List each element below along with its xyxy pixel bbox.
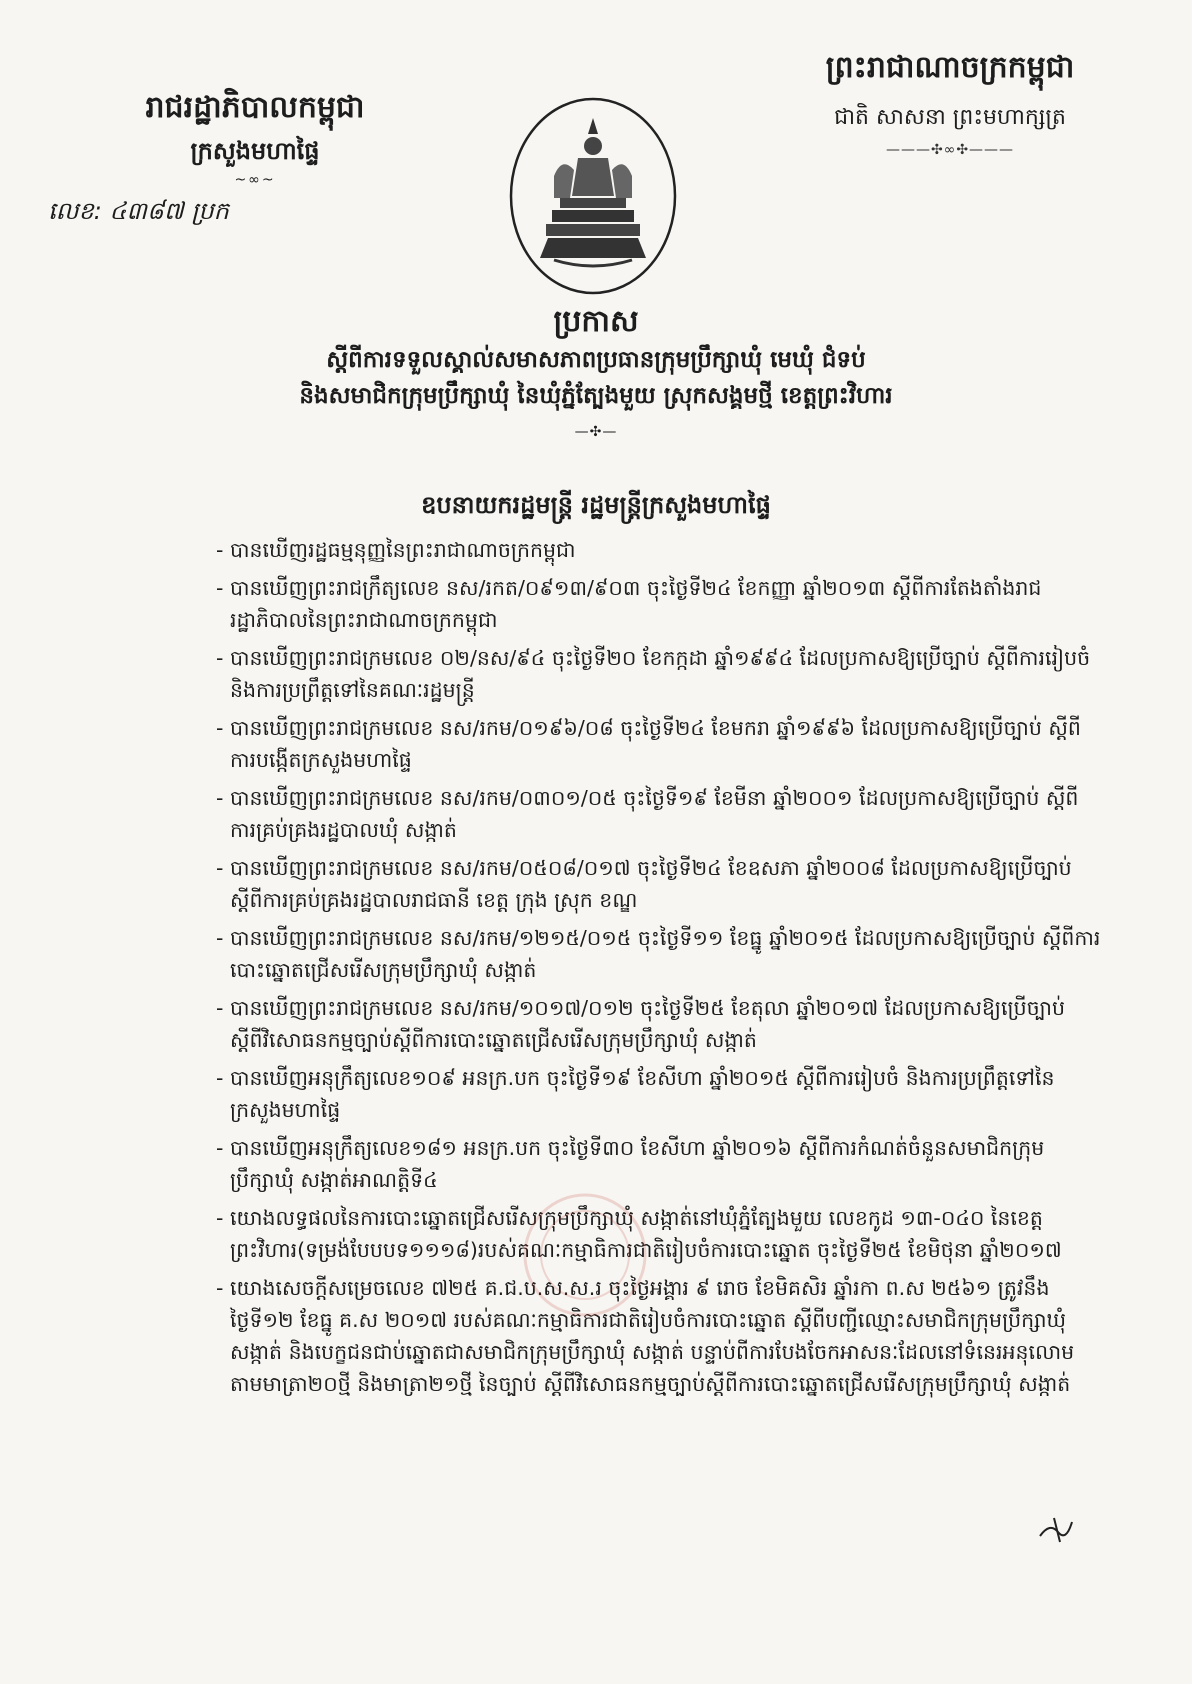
list-item: - បានឃើញព្រះរាជក្រមលេខ នស/រកម/០៥០៨/០១៧ ចុះថ្ងៃទី២៤ ខែឧសភា ឆ្នាំ២០០៨ ដែលប្រកាសឱ្យប្រើច្បាប់ ស្តីពីការគ្រប់គ្រងរដ្ឋបាលរាជធានី ខេត្ត ក្រុង ស្រុក ខណ្ឌ bbox=[216, 856, 1072, 912]
item-text: បានឃើញព្រះរាជក្រមលេខ នស/រកម/០១៩៦/០៨ ចុះថ្ងៃទី២៤ ខែមករា ឆ្នាំ១៩៩៦ ដែលប្រកាសឱ្យប្រើច្បាប់ ស្តីពីការបង្កើតក្រសួងមហាផ្ទៃ bbox=[230, 716, 1081, 772]
list-item: - បានឃើញព្រះរាជក្រមលេខ ០២/នស/៩៤ ចុះថ្ងៃទី២០ ខែកក្កដា ឆ្នាំ១៩៩៤ ដែលប្រកាសឱ្យប្រើច្បាប់ ស្តីពីការរៀបចំ និងការប្រព្រឹត្តទៅនៃគណៈរដ្ឋមន្ត្រី bbox=[216, 646, 1091, 702]
title-block bbox=[90, 302, 1102, 440]
item-text: បានឃើញព្រះរាជក្រមលេខ នស/រកម/១២១៥/០១៥ ចុះថ្ងៃទី១១ ខែធ្នូ ឆ្នាំ២០១៥ ដែលប្រកាសឱ្យប្រើច្បាប់ ស្តីពីការបោះឆ្នោតជ្រើសរើសក្រុមប្រឹក្សាឃុំ សង្កាត់ bbox=[230, 926, 1101, 982]
ornament-divider: ~∞~ bbox=[234, 172, 276, 188]
list-item: - បានឃើញព្រះរាជក្រមលេខ នស/រកម/០១៩៦/០៨ ចុះថ្ងៃទី២៤ ខែមករា ឆ្នាំ១៩៩៦ ដែលប្រកាសឱ្យប្រើច្បាប់ ស្តីពីការបង្កើតក្រសួងមហាផ្ទៃ bbox=[216, 716, 1081, 772]
reference-number: លេខ: ៤៣៨៧ ប្រក bbox=[48, 197, 229, 225]
list-item: - បានឃើញព្រះរាជក្រមលេខ នស/រកម/០៣០១/០៥ ចុះថ្ងៃទី១៩ ខែមីនា ឆ្នាំ២០០១ ដែលប្រកាសឱ្យប្រើច្បាប់ ស្តីពីការគ្រប់គ្រងរដ្ឋបាលឃុំ សង្កាត់ bbox=[216, 786, 1079, 842]
list-item: - យោងលទ្ធផលនៃការបោះឆ្នោតជ្រើសរើសក្រុមប្រឹក្សាឃុំ សង្កាត់នៅឃុំភ្នំត្បែងមួយ លេខកូដ ១៣-០៤០ នៃខេត្តព្រះវិហារ(ទម្រង់បែបបទ១១១៨)របស់គណៈកម្មាធិការជាតិរៀបចំការបោះឆ្នោត ចុះថ្ងៃទី២៥ ខែមិថុនា ឆ្នាំ២០១៧ bbox=[216, 1206, 1062, 1262]
ministry-name: ក្រសួងមហាផ្ទៃ bbox=[190, 137, 320, 165]
subject-line-1: ស្តីពីការទទួលស្គាល់សមាសភាពប្រធានក្រុមប្រឹក្សាឃុំ មេឃុំ ជំទប់ bbox=[326, 347, 866, 373]
item-text: បានឃើញព្រះរាជក្រឹត្យលេខ នស/រកត/០៩១៣/៩០៣ ចុះថ្ងៃទី២៤ ខែកញ្ញា ឆ្នាំ២០១៣ ស្តីពីការតែងតាំងរាជរដ្ឋាភិបាលនៃព្រះរាជាណាចក្រកម្ពុជា bbox=[230, 576, 1042, 632]
item-text: បានឃើញរដ្ឋធម្មនុញ្ញនៃព្រះរាជាណាចក្រកម្ពុជា bbox=[230, 538, 576, 562]
item-text: បានឃើញព្រះរាជក្រមលេខ ០២/នស/៩៤ ចុះថ្ងៃទី២០ ខែកក្កដា ឆ្នាំ១៩៩៤ ដែលប្រកាសឱ្យប្រើច្បាប់ ស្តីពីការរៀបចំ និងការប្រព្រឹត្តទៅនៃគណៈរដ្ឋមន្ត្រី bbox=[230, 646, 1091, 702]
issuer-block bbox=[90, 88, 420, 188]
subject-line-2: និងសមាជិកក្រុមប្រឹក្សាឃុំ នៃឃុំភ្នំត្បែងមួយ ស្រុកសង្គមថ្មី ខេត្តព្រះវិហារ bbox=[299, 383, 893, 409]
item-text: បានឃើញព្រះរាជក្រមលេខ នស/រកម/០៥០៨/០១៧ ចុះថ្ងៃទី២៤ ខែឧសភា ឆ្នាំ២០០៨ ដែលប្រកាសឱ្យប្រើច្បាប់ ស្តីពីការគ្រប់គ្រងរដ្ឋបាលរាជធានី ខេត្ត ក្រុង ស្រុក ខណ្ឌ bbox=[230, 856, 1072, 912]
motto-divider: ———✣∞✣——— bbox=[885, 142, 1015, 158]
item-text: បានឃើញអនុក្រឹត្យលេខ១០៩ អនក្រ.បក ចុះថ្ងៃទី១៩ ខែសីហា ឆ្នាំ២០១៥ ស្តីពីការរៀបចំ និងការប្រព្រឹត្តទៅនៃក្រសួងមហាផ្ទៃ bbox=[230, 1066, 1055, 1122]
item-text: បានឃើញព្រះរាជក្រមលេខ នស/រកម/០៣០១/០៥ ចុះថ្ងៃទី១៩ ខែមីនា ឆ្នាំ២០០១ ដែលប្រកាសឱ្យប្រើច្បាប់ ស្តីពីការគ្រប់គ្រងរដ្ឋបាលឃុំ សង្កាត់ bbox=[230, 786, 1079, 842]
legal-basis-list bbox=[216, 534, 1102, 1406]
list-item: - បានឃើញព្រះរាជក្រមលេខ នស/រកម/១០១៧/០១២ ចុះថ្ងៃទី២៥ ខែតុលា ឆ្នាំ២០១៧ ដែលប្រកាសឱ្យប្រើច្បាប់ ស្តីពីវិសោធនកម្មច្បាប់ស្តីពីការបោះឆ្នោតជ្រើសរើសក្រុមប្រឹក្សាឃុំ សង្កាត់ bbox=[216, 996, 1065, 1052]
item-text: បានឃើញព្រះរាជក្រមលេខ នស/រកម/១០១៧/០១២ ចុះថ្ងៃទី២៥ ខែតុលា ឆ្នាំ២០១៧ ដែលប្រកាសឱ្យប្រើច្បាប់ ស្តីពីវិសោធនកម្មច្បាប់ស្តីពីការបោះឆ្នោតជ្រើសរើសក្រុមប្រឹក្សាឃុំ សង្កាត់ bbox=[230, 996, 1065, 1052]
item-text: យោងលទ្ធផលនៃការបោះឆ្នោតជ្រើសរើសក្រុមប្រឹក្សាឃុំ សង្កាត់នៅឃុំភ្នំត្បែងមួយ លេខកូដ ១៣-០៤០ នៃខេត្តព្រះវិហារ(ទម្រង់បែបបទ១១១៨)របស់គណៈកម្មាធិការជាតិរៀបចំការបោះឆ្នោត ចុះថ្ងៃទី២៥ ខែមិថុនា ឆ្នាំ២០១៧ bbox=[230, 1206, 1062, 1262]
list-item: - បានឃើញព្រះរាជក្រមលេខ នស/រកម/១២១៥/០១៥ ចុះថ្ងៃទី១១ ខែធ្នូ ឆ្នាំ២០១៥ ដែលប្រកាសឱ្យប្រើច្បាប់ ស្តីពីការបោះឆ្នោតជ្រើសរើសក្រុមប្រឹក្សាឃុំ សង្កាត់ bbox=[216, 926, 1101, 982]
initial-mark-icon bbox=[1036, 1514, 1076, 1544]
signer-title: ឧបនាយករដ្ឋមន្ត្រី រដ្ឋមន្ត្រីក្រសួងមហាផ្ទៃ bbox=[421, 491, 771, 519]
item-text: យោងសេចក្តីសម្រេចលេខ ៧២៥ គ.ជ.ប.ស.ស.រ ចុះថ្ងៃអង្គារ ៩ រោច ខែមិគសិរ ឆ្នាំរកា ព.ស ២៥៦១ ត្រូវនឹងថ្ងៃទី១២ ខែធ្នូ គ.ស ២០១៧ របស់គណៈកម្មាធិការជាតិរៀបចំការបោះឆ្នោត ស្តីពីបញ្ជីឈ្មោះសមាជិកក្រុមប្រឹក្សាឃុំ សង្កាត់ និងបេក្ខជនជាប់ឆ្នោតជាសមាជិកក្រុមប្រឹក្សាឃុំ សង្កាត់ បន្ទាប់ពីការបែងចែកអាសនៈដែលនៅទំនេរអនុលោមតាមមាត្រា២០ថ្មី និងមាត្រា២១ថ្មី នៃច្បាប់ ស្តីពីវិសោធនកម្មច្បាប់ស្តីពីការបោះឆ្នោតជ្រើសរើសក្រុមប្រឹក្សាឃុំ សង្កាត់ bbox=[230, 1276, 1075, 1396]
list-item: - បានឃើញអនុក្រឹត្យលេខ១៨១ អនក្រ.បក ចុះថ្ងៃទី៣០ ខែសីហា ឆ្នាំ២០១៦ ស្តីពីការកំណត់ចំនួនសមាជិកក្រុមប្រឹក្សាឃុំ សង្កាត់អាណត្តិទី៤ bbox=[216, 1136, 1045, 1192]
list-item: - បានឃើញព្រះរាជក្រឹត្យលេខ នស/រកត/០៩១៣/៩០៣ ចុះថ្ងៃទី២៤ ខែកញ្ញា ឆ្នាំ២០១៣ ស្តីពីការតែងតាំងរាជរដ្ឋាភិបាលនៃព្រះរាជាណាចក្រកម្ពុជា bbox=[216, 576, 1042, 632]
kingdom-name: ព្រះរាជាណាចក្រកម្ពុជា bbox=[825, 50, 1075, 85]
title-divider: —✣— bbox=[574, 424, 618, 440]
government-name: រាជរដ្ឋាភិបាលកម្ពុជា bbox=[145, 90, 365, 125]
national-motto: ជាតិ សាសនា ព្រះមហាក្សត្រ bbox=[834, 105, 1066, 130]
item-text: បានឃើញអនុក្រឹត្យលេខ១៨១ អនក្រ.បក ចុះថ្ងៃទី៣០ ខែសីហា ឆ្នាំ២០១៦ ស្តីពីការកំណត់ចំនួនសមាជិកក្រុមប្រឹក្សាឃុំ សង្កាត់អាណត្តិទី៤ bbox=[230, 1136, 1045, 1192]
document-type: ប្រកាស bbox=[553, 304, 639, 339]
kingdom-block bbox=[780, 48, 1120, 158]
ministry-emblem-icon bbox=[508, 96, 678, 296]
list-item: - យោងសេចក្តីសម្រេចលេខ ៧២៥ គ.ជ.ប.ស.ស.រ ចុះថ្ងៃអង្គារ ៩ រោច ខែមិគសិរ ឆ្នាំរកា ព.ស ២៥៦១ ត្រូវនឹងថ្ងៃទី១២ ខែធ្នូ គ.ស ២០១៧ របស់គណៈកម្មាធិការជាតិរៀបចំការបោះឆ្នោត ស្តីពីបញ្ជីឈ្មោះសមាជិកក្រុមប្រឹក្សាឃុំ សង្កាត់ និងបេក្ខជនជាប់ឆ្នោតជាសមាជិកក្រុមប្រឹក្សាឃុំ សង្កាត់ បន្ទាប់ពីការបែងចែកអាសនៈដែលនៅទំនេរអនុលោមតាមមាត្រា២០ថ្មី និងមាត្រា២១ថ្មី នៃច្បាប់ ស្តីពីវិសោធនកម្មច្បាប់ស្តីពីការបោះឆ្នោតជ្រើសរើសក្រុមប្រឹក្សាឃុំ សង្កាត់ bbox=[216, 1276, 1075, 1396]
faint-seal-stamp-icon bbox=[520, 1190, 650, 1320]
list-item: - បានឃើញអនុក្រឹត្យលេខ១០៩ អនក្រ.បក ចុះថ្ងៃទី១៩ ខែសីហា ឆ្នាំ២០១៥ ស្តីពីការរៀបចំ និងការប្រព្រឹត្តទៅនៃក្រសួងមហាផ្ទៃ bbox=[216, 1066, 1055, 1122]
list-item: - បានឃើញរដ្ឋធម្មនុញ្ញនៃព្រះរាជាណាចក្រកម្ពុជា bbox=[216, 538, 576, 562]
